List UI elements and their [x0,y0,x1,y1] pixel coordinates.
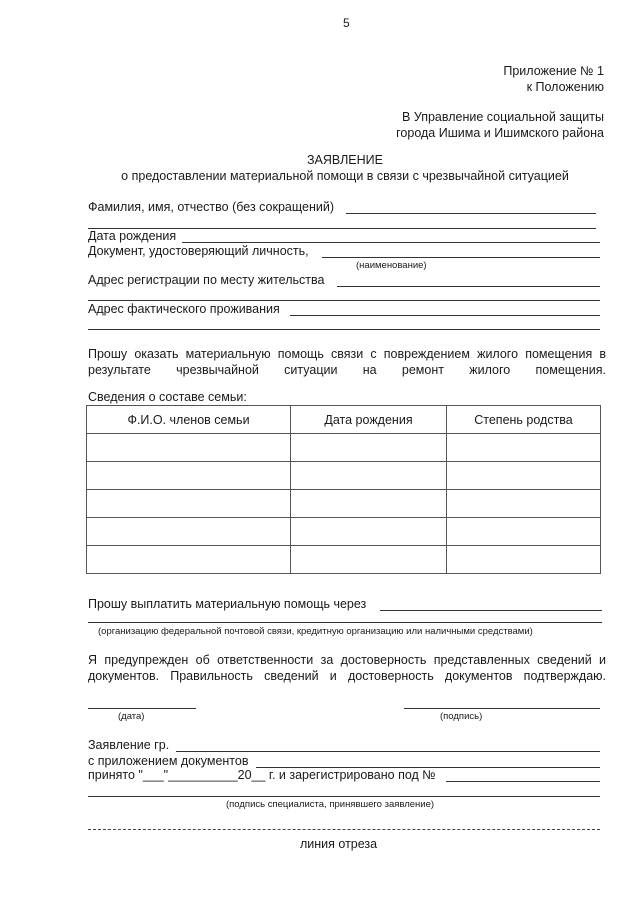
appendix-line-2: к Положению [526,80,604,94]
warning-text: Я предупрежден об ответственности за достоверность представленных сведений и документов. Правильность сведений и достоверность документов подтверждаю. [88,653,606,683]
dob-label: Дата рождения [88,229,177,243]
table-cell[interactable] [87,518,291,546]
payment-input-line-2[interactable] [88,622,602,623]
dob-input-line[interactable] [182,242,600,243]
table-cell[interactable] [87,434,291,462]
request-text: Прошу оказать материальную помощь связи с повреждением жилого помещения в результате чрезвычайной ситуации на ремонт жилого помещения. [88,347,606,377]
registration-line-3: принято "___"__________20__ г. и зарегистрировано под № [88,768,436,782]
page-number: 5 [343,16,350,30]
fio-label: Фамилия, имя, отчество (без сокращений) [88,200,334,214]
table-cell[interactable] [291,434,447,462]
family-caption: Сведения о составе семьи: [88,390,247,404]
table-row [87,434,601,462]
table-cell[interactable] [447,490,601,518]
document-title: ЗАЯВЛЕНИЕ [306,153,383,167]
fio-input-line[interactable] [346,213,596,214]
date-input-line[interactable] [88,708,196,709]
table-cell[interactable] [447,546,601,574]
family-header-relation: Степень родства [447,406,601,434]
table-cell[interactable] [291,490,447,518]
doc-input-line[interactable] [322,257,600,258]
family-header-dob: Дата рождения [291,406,447,434]
table-cell[interactable] [291,462,447,490]
table-row [87,490,601,518]
family-table-header [87,406,601,434]
addressee-line-1: В Управление социальной защиты [402,110,604,124]
registration-line-1: Заявление гр. [88,738,170,752]
table-cell[interactable] [447,462,601,490]
date-hint: (дата) [118,711,145,722]
cut-line-divider [88,829,600,830]
appendix-line-1: Приложение № 1 [503,64,604,78]
doc-label: Документ, удостоверяющий личность, [88,244,309,258]
signature-input-line[interactable] [404,708,600,709]
registration-line-2: с приложением документов [88,754,249,768]
cut-line-label: линия отреза [300,837,378,851]
table-cell[interactable] [291,546,447,574]
actual-address-input-line[interactable] [290,315,600,316]
addressee-line-2: города Ишима и Ишимского района [396,126,604,140]
table-cell[interactable] [447,434,601,462]
family-table [86,405,601,574]
reg-address-label: Адрес регистрации по месту жительства [88,273,325,287]
table-cell[interactable] [447,518,601,546]
payment-input-line[interactable] [380,610,602,611]
actual-address-input-line-2[interactable] [88,329,600,330]
specialist-hint: (подпись специалиста, принявшего заявление) [226,799,435,810]
table-cell[interactable] [87,546,291,574]
reg-address-input-line-2[interactable] [88,300,600,301]
payment-hint: (организацию федеральной почтовой связи, кредитную организацию или наличными средствами) [98,626,533,637]
actual-address-label: Адрес фактического проживания [88,302,280,316]
registration-number-input[interactable] [446,781,600,782]
family-header-fio: Ф.И.О. членов семьи [87,406,291,434]
table-row [87,546,601,574]
document-subtitle: о предоставлении материальной помощи в связи с чрезвычайной ситуацией [121,169,569,183]
specialist-signature-line[interactable] [88,796,600,797]
signature-hint: (подпись) [440,711,483,722]
table-row [87,462,601,490]
reg-address-input-line[interactable] [337,286,600,287]
registration-input-1[interactable] [176,751,600,752]
payment-label: Прошу выплатить материальную помощь через [88,597,367,611]
table-row [87,518,601,546]
table-cell[interactable] [87,462,291,490]
table-cell[interactable] [291,518,447,546]
table-cell[interactable] [87,490,291,518]
doc-hint: (наименование) [356,260,427,271]
